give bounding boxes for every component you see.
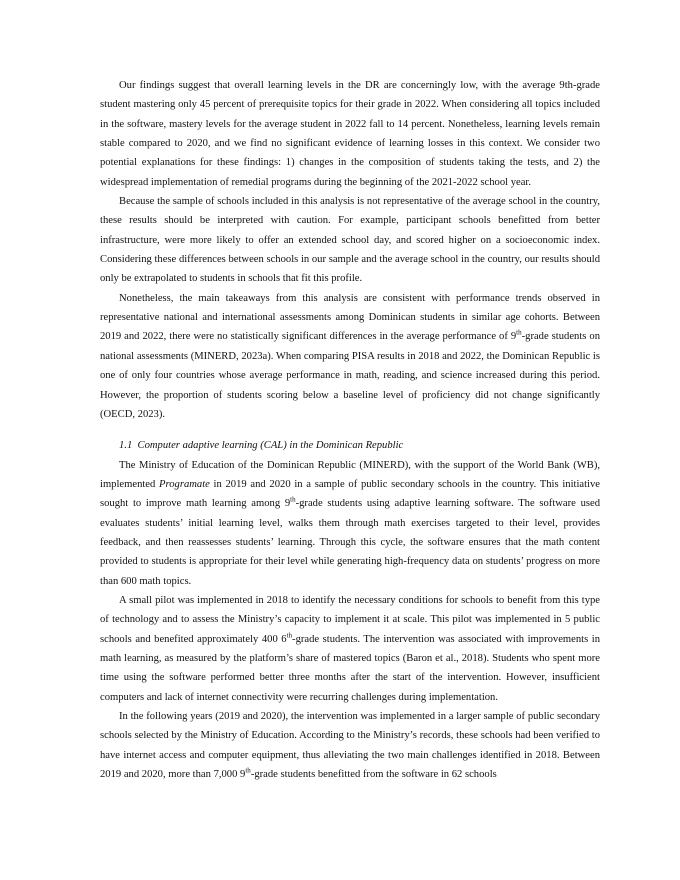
paragraph-programate: The Ministry of Education of the Dominican Republic (MINERD), with the support of the World Bank (WB), implemented Programate in 2019 and 2020 in a sample of public secondary schools in the country. This initiative sought to improve math learning among 9th-grade students using adaptive learning software. The software used evaluates students’ initial learning level, walks them through math exercises targeted to their level, provides feedback, and then reassesses students’ learning. Through this cycle, the software ensures that the math content provided to students is appropriate for their level while generating high-frequency data on students’ progress on more than 600 math topics. — [100, 459, 600, 587]
section-heading — [100, 436, 600, 455]
paragraph-sample-caution: Because the sample of schools included in this analysis is not representative of the average school in the country, these results should be interpreted with caution. For example, participant schools benefitted from better infrastructure, were more likely to offer an extended school day, and scored higher on a socioeconomic index. Considering these differences between schools in our sample and the average school in the country, our results should only be extrapolated to students in schools that fit this profile. — [100, 196, 600, 285]
body-text — [100, 76, 600, 784]
paragraph-pilot: A small pilot was implemented in 2018 to identify the necessary conditions for schools to benefit from this type of technology and to assess the Ministry’s capacity to implement it at scale. This pilot was implemented in 5 public schools and benefited approximately 400 6th-grade students. The intervention was associated with improvements in math learning, as measured by the platform’s share of mastered topics (Baron et al., 2018). Students who spent more time using the software performed better three months after the start of the intervention. However, insufficient computers and lack of internet connectivity were recurring challenges during implementation. — [100, 594, 600, 703]
paragraph-takeaways: Nonetheless, the main takeaways from this analysis are consistent with performance trends observed in representative national and international assessments among Dominican students in similar age cohorts. Between 2019 and 2022, there were no statistically significant differences in the average performance of 9th-grade students on national assessments (MINERD, 2023a). When comparing PISA results in 2018 and 2022, the Dominican Republic is one of only four countries whose average performance in math, reading, and science increased during this period. However, the proportion of students scoring below a baseline level of proficiency did not change significantly (OECD, 2023). — [100, 292, 600, 420]
paragraph-following-years: In the following years (2019 and 2020), the intervention was implemented in a larger sample of public secondary schools selected by the Ministry of Education. According to the Ministry’s records, these schools had been verified to have internet access and computer equipment, thus alleviating the two main challenges identified in 2018. Between 2019 and 2020, more than 7,000 9th-grade students benefitted from the software in 62 schools — [100, 711, 600, 781]
section-number: 1.1 — [119, 440, 133, 452]
section-title: Computer adaptive learning (CAL) in the Dominican Republic — [137, 440, 404, 452]
paragraph-findings: Our findings suggest that overall learning levels in the DR are concerningly low, with the average 9th-grade student mastering only 45 percent of prerequisite topics for their grade in 2022. When considering all topics included in the software, mastery levels for the average student in 2022 fall to 14 percent. Nonetheless, learning levels remain stable compared to 2020, and we find no significant evidence of learning losses in this context. We consider two potential explanations for these findings: 1) changes in the composition of students taking the tests, and 2) the widespread implementation of remedial programs during the beginning of the 2021-2022 school year. — [100, 80, 600, 188]
